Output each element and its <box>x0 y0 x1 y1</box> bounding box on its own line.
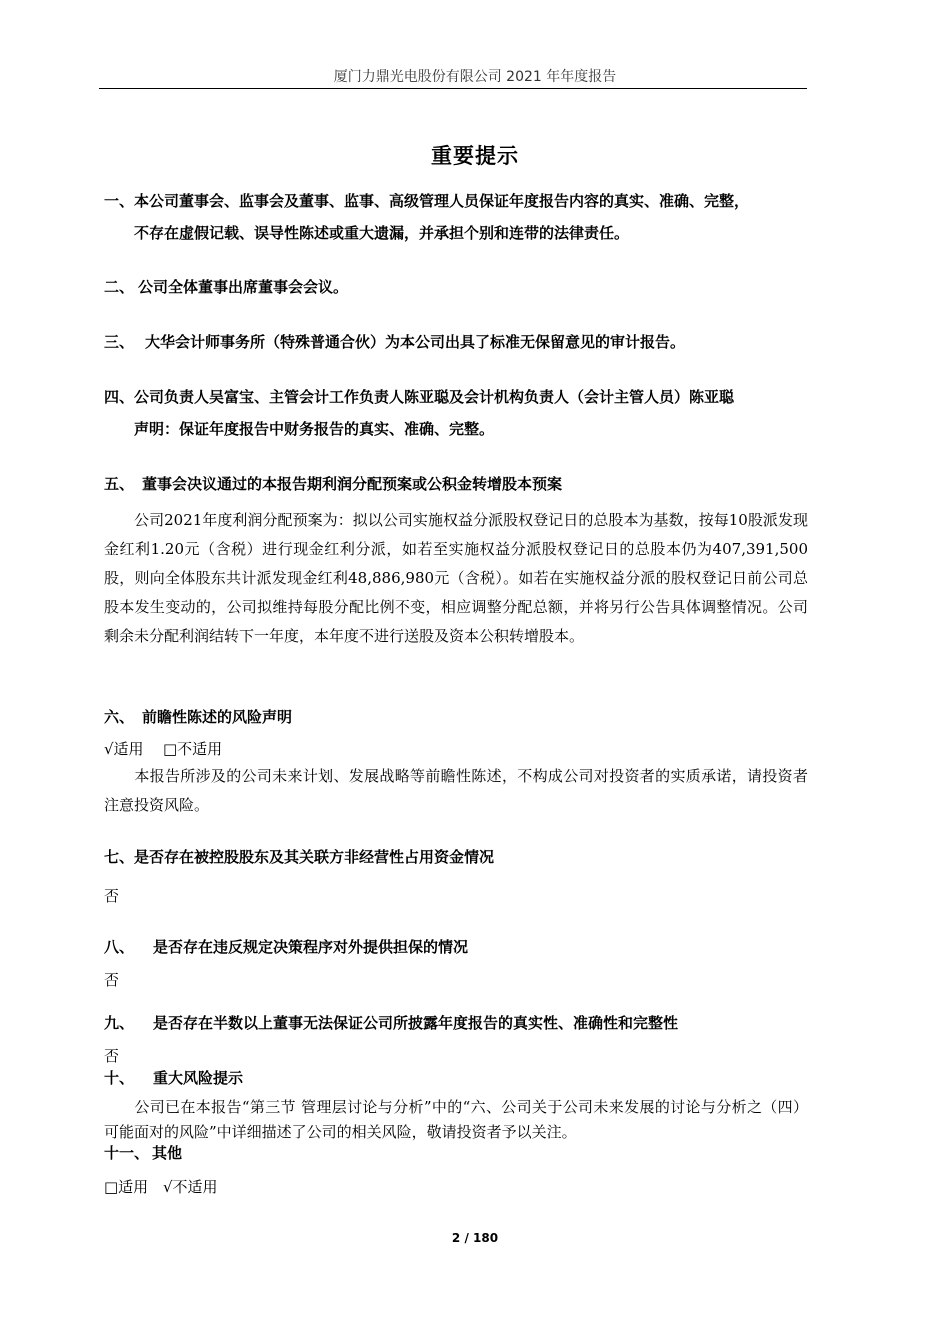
section-6-applicable-option: √适用 <box>104 740 144 758</box>
section-2-number: 二、 <box>104 278 135 296</box>
header-rule <box>99 88 807 89</box>
section-9-answer: 否 <box>104 1047 120 1065</box>
section-6-body: 本报告所涉及的公司未来计划、发展战略等前瞻性陈述，不构成公司对投资者的实质承诺，请投资者注意投资风险。 <box>104 767 808 814</box>
section-8-answer: 否 <box>104 971 120 989</box>
section-8-number: 八、 <box>104 938 135 956</box>
section-1-line-2: 不存在虚假记载、误导性陈述或重大遗漏，并承担个别和连带的法律责任。 <box>134 224 630 242</box>
section-11-heading: 其他 <box>152 1144 183 1162</box>
section-6-number: 六、 <box>104 708 135 726</box>
section-6-not-applicable-option: □不适用 <box>163 740 223 758</box>
section-5-number: 五、 <box>104 475 135 493</box>
section-3-heading: 大华会计师事务所（特殊普通合伙）为本公司出具了标准无保留意见的审计报告。 <box>145 333 686 351</box>
section-4-number: 四、 <box>104 388 135 406</box>
page-number: 2 / 180 <box>451 1231 499 1245</box>
page-title: 重要提示 <box>431 144 519 168</box>
section-11-applicable-option: □适用 <box>104 1178 149 1196</box>
section-11-number: 十一、 <box>104 1144 150 1162</box>
section-3-number: 三、 <box>104 333 135 351</box>
section-5-body: 公司2021年度利润分配预案为：拟以公司实施权益分派股权登记日的总股本为基数，按每10股派发现金红利1.20元（含税）进行现金红利分派，如若至实施权益分派股权登记日的总股本仍为407,391,500股，则向全体股东共计派发现金红利48,886,980元（含税）。如若在实施权益分派的股权登记日前公司总股本发生变动的，公司拟维持每股分配比例不变，相应调整分配总额，并将另行公告具体调整情况。公司剩余未分配利润结转下一年度，本年度不进行送股及资本公积转增股本。 <box>104 511 808 645</box>
section-10-heading: 重大风险提示 <box>153 1069 244 1087</box>
section-7-answer: 否 <box>104 887 120 905</box>
section-4-line-2: 声明：保证年度报告中财务报告的真实、准确、完整。 <box>134 420 495 438</box>
section-8-heading: 是否存在违反规定决策程序对外提供担保的情况 <box>153 938 469 956</box>
section-4-line-1: 公司负责人吴富宝、主管会计工作负责人陈亚聪及会计机构负责人（会计主管人员）陈亚聪 <box>134 388 735 406</box>
section-2-heading: 公司全体董事出席董事会会议。 <box>138 278 349 296</box>
section-5-heading: 董事会决议通过的本报告期利润分配预案或公积金转增股本预案 <box>142 475 563 493</box>
section-9-heading: 是否存在半数以上董事无法保证公司所披露年度报告的真实性、准确性和完整性 <box>153 1014 679 1032</box>
section-6-heading: 前瞻性陈述的风险声明 <box>142 708 293 726</box>
section-10-number: 十、 <box>104 1069 135 1087</box>
section-7-number: 七、 <box>104 848 135 866</box>
section-9-number: 九、 <box>104 1014 135 1032</box>
page-header: 厦门力鼎光电股份有限公司 2021 年年度报告 <box>333 69 617 85</box>
section-1-line-1: 本公司董事会、监事会及董事、监事、高级管理人员保证年度报告内容的真实、准确、完整， <box>134 192 750 210</box>
section-7-heading: 是否存在被控股股东及其关联方非经营性占用资金情况 <box>134 848 495 866</box>
section-10-body: 公司已在本报告“第三节 管理层讨论与分析”中的“六、公司关于公司未来发展的讨论与分析之（四） 可能面对的风险”中详细描述了公司的相关风险，敬请投资者予以关注。 <box>104 1098 808 1141</box>
section-11-not-applicable-option: √不适用 <box>163 1178 218 1196</box>
section-1-number: 一、 <box>104 192 135 210</box>
